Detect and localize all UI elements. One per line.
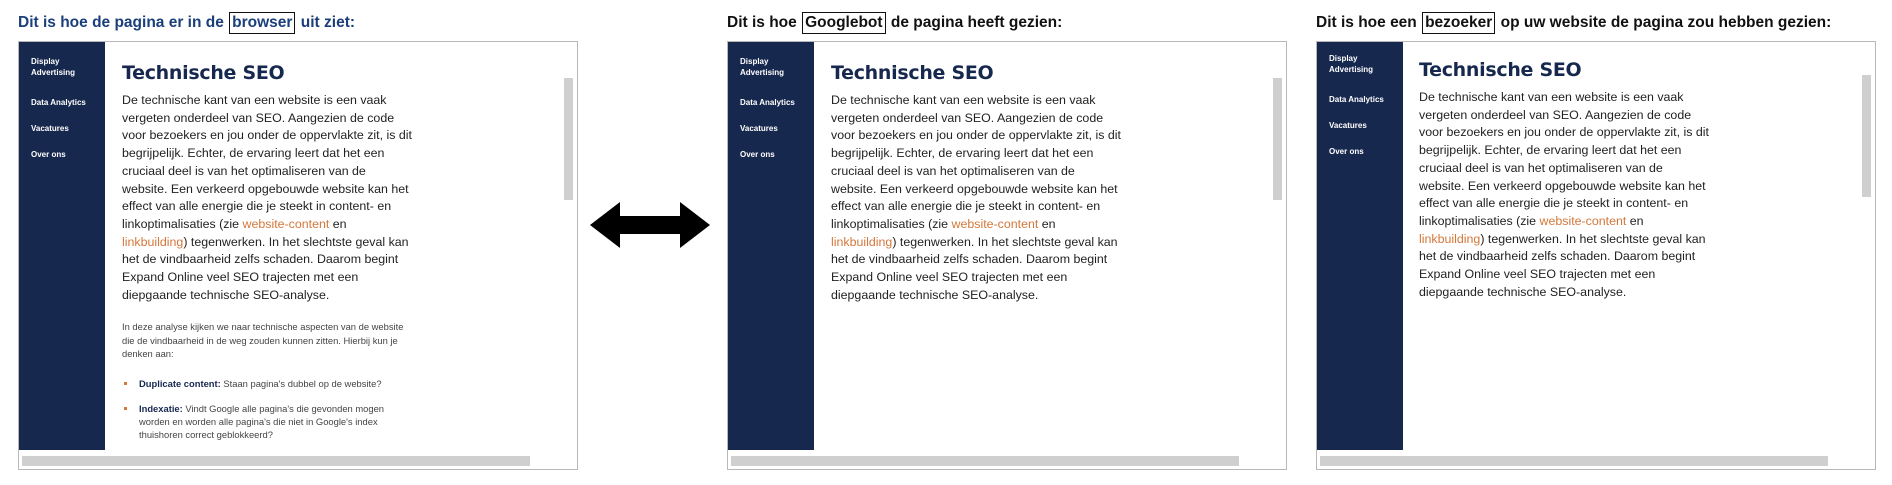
sidebar-item-over-ons[interactable]: Over ons: [1329, 147, 1364, 156]
bullet-icon: [124, 407, 127, 410]
sidebar-item-vacatures[interactable]: Vacatures: [31, 124, 69, 133]
aspects-list: [122, 377, 412, 441]
sidebar-item-display-advertising[interactable]: Display Advertising: [1329, 54, 1374, 74]
intro-paragraph: [831, 92, 1121, 304]
horizontal-scrollbar[interactable]: [1320, 456, 1828, 466]
heading-highlight: Googlebot: [802, 12, 886, 34]
heading-text: Dit is hoe een: [1316, 14, 1422, 31]
heading-text: Dit is hoe de pagina er in de: [18, 14, 229, 31]
double-arrow-icon: [590, 200, 710, 250]
list-item-term: Duplicate content:: [139, 377, 221, 389]
sidebar-item-data-analytics[interactable]: Data Analytics: [31, 98, 86, 107]
intro-text: ) tegenwerken. In het slechtste geval kan het de vindbaarheid zelfs schaden. Daarom begint Expand Online veel SEO trajecten met een diepgaande technische SEO-analyse.: [831, 234, 1118, 302]
list-item: [122, 402, 412, 441]
page-content: [831, 62, 1121, 304]
heading-text: de pagina heeft gezien:: [886, 14, 1063, 31]
horizontal-scrollbar[interactable]: [731, 456, 1239, 466]
visitor-view-frame: [1316, 41, 1876, 470]
sidebar-item-over-ons[interactable]: Over ons: [740, 150, 775, 159]
list-item-text: Vindt Google alle pagina's die gevonden mogen worden en worden alle pagina's die niet in Google's index thuishoren correct geblokkeerd?: [139, 402, 385, 440]
heading-text: Dit is hoe: [727, 14, 802, 31]
site-sidebar: [728, 42, 814, 450]
vertical-scrollbar[interactable]: [1862, 75, 1871, 197]
browser-view-heading: [18, 12, 355, 34]
intro-paragraph: [122, 92, 412, 304]
sidebar-item-display-advertising[interactable]: Display Advertising: [31, 57, 76, 77]
website-content-link[interactable]: website-content: [1539, 213, 1627, 228]
page-content: [1419, 59, 1709, 301]
linkbuilding-link[interactable]: linkbuilding: [122, 234, 184, 249]
linkbuilding-link[interactable]: linkbuilding: [1419, 231, 1481, 246]
sidebar-item-display-advertising[interactable]: Display Advertising: [740, 57, 785, 77]
horizontal-scrollbar[interactable]: [22, 456, 530, 466]
list-item-text: Staan pagina's dubbel op de website?: [220, 377, 382, 389]
intro-text: De technische kant van een website is een vaak vergeten onderdeel van SEO. Aangezien de code voor bezoekers en jou onder de oppervlakte zit, is dit begrijpelijk. Echter, de ervaring leert dat het een cruciaal deel is van het optimaliseren van de website. Een verkeerd opgebouwde website kan het effect van alle energie die je steekt in content- en linkoptimalisaties (zie: [831, 93, 1121, 231]
heading-highlight: browser: [229, 12, 295, 34]
bullet-icon: [124, 382, 127, 385]
page-title: Technische SEO: [122, 62, 285, 84]
analysis-paragraph: In deze analyse kijken we naar technische aspecten van de website die de vindbaarheid in de weg zouden kunnen zitten. Hierbij kun je denken aan:: [122, 321, 404, 360]
sidebar-item-vacatures[interactable]: Vacatures: [1329, 121, 1367, 130]
sidebar-item-over-ons[interactable]: Over ons: [31, 150, 66, 159]
site-sidebar: [19, 42, 105, 450]
vertical-scrollbar[interactable]: [1273, 78, 1282, 200]
page-title: Technische SEO: [1419, 59, 1582, 81]
list-item: [122, 377, 412, 390]
vertical-scrollbar[interactable]: [564, 78, 573, 200]
website-content-link[interactable]: website-content: [242, 216, 330, 231]
sidebar-item-data-analytics[interactable]: Data Analytics: [1329, 95, 1384, 104]
intro-text: ) tegenwerken. In het slechtste geval kan het de vindbaarheid zelfs schaden. Daarom begint Expand Online veel SEO trajecten met een diepgaande technische SEO-analyse.: [122, 234, 409, 302]
browser-view-frame: [18, 41, 578, 470]
visitor-view-heading: [1316, 12, 1831, 34]
linkbuilding-link[interactable]: linkbuilding: [831, 234, 893, 249]
heading-text: op uw website de pagina zou hebben gezien:: [1496, 14, 1832, 31]
website-content-link[interactable]: website-content: [951, 216, 1039, 231]
googlebot-view-heading: [727, 12, 1062, 34]
list-item-term: Indexatie:: [139, 402, 183, 414]
intro-text: en: [329, 216, 347, 231]
intro-text: De technische kant van een website is een vaak vergeten onderdeel van SEO. Aangezien de code voor bezoekers en jou onder de oppervlakte zit, is dit begrijpelijk. Echter, de ervaring leert dat het een cruciaal deel is van het optimaliseren van de website. Een verkeerd opgebouwde website kan het effect van alle energie die je steekt in content- en linkoptimalisaties (zie: [122, 93, 412, 231]
intro-paragraph: [1419, 89, 1709, 301]
site-sidebar: [1317, 42, 1403, 450]
intro-text: en: [1626, 213, 1644, 228]
intro-text: De technische kant van een website is een vaak vergeten onderdeel van SEO. Aangezien de code voor bezoekers en jou onder de oppervlakte zit, is dit begrijpelijk. Echter, de ervaring leert dat het een cruciaal deel is van het optimaliseren van de website. Een verkeerd opgebouwde website kan het effect van alle energie die je steekt in content- en linkoptimalisaties (zie: [1419, 90, 1709, 228]
heading-highlight: bezoeker: [1422, 12, 1495, 34]
intro-text: en: [1038, 216, 1056, 231]
googlebot-view-frame: [727, 41, 1287, 470]
sidebar-item-vacatures[interactable]: Vacatures: [740, 124, 778, 133]
page-content: [122, 62, 412, 453]
heading-text: uit ziet:: [296, 14, 356, 31]
page-title: Technische SEO: [831, 62, 994, 84]
sidebar-item-data-analytics[interactable]: Data Analytics: [740, 98, 795, 107]
intro-text: ) tegenwerken. In het slechtste geval kan het de vindbaarheid zelfs schaden. Daarom begint Expand Online veel SEO trajecten met een diepgaande technische SEO-analyse.: [1419, 231, 1706, 299]
